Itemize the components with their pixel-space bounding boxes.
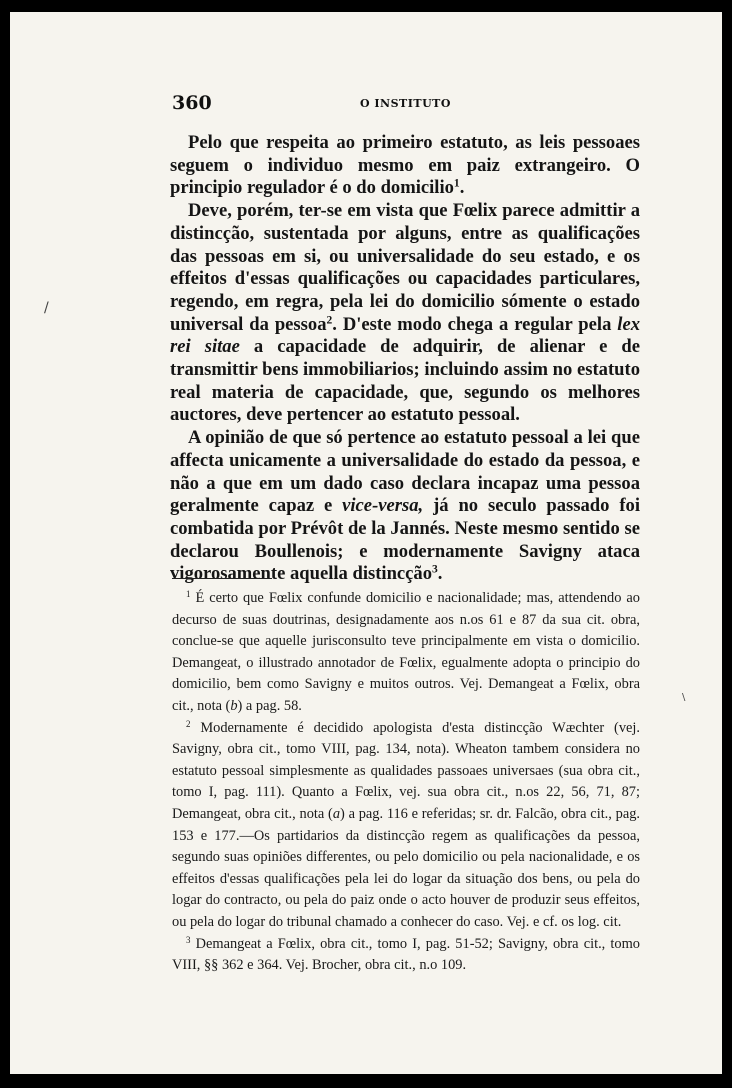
footnote-divider	[172, 578, 272, 579]
page-header	[172, 92, 652, 112]
book-page	[10, 12, 722, 1074]
margin-pencil-mark: \	[682, 692, 686, 703]
footnote-text: Demangeat a Fœlix, obra cit., tomo I, pag. 51-52; Savigny, obra cit., tomo VIII, §§ 362 e 364. Vej. Brocher, obra cit., n.o 109.	[172, 935, 640, 974]
footnote-number: 2	[186, 718, 191, 729]
paragraph-2	[170, 200, 640, 427]
footnote-text: É certo que Fœlix confunde domicilio e nacionalidade; mas, attendendo ao decurso de suas doutrinas, designadamente aos n.os 61 e 87 da sua cit. obra, conclue-se que aquelle jurisconsulto teve principalmente em vista o domicilio. Demangeat, o illustrado annotador de Fœlix, egualmente adopta o principio do domicilio, bem como Savigny e muitos outros. Vej. Demangeat a Fœlix, obra cit., nota (	[172, 590, 640, 714]
footnote-number: 3	[186, 934, 191, 945]
paragraph-text: a capacidade de adquirir, de alienar e de transmittir bens immobiliarios; incluindo assim no estatuto real materia de capacidade, que, segundo os melhores auctores, deve pertencer ao estatuto pessoal.	[170, 336, 641, 426]
paragraph-text: Deve, porém, ter-se em vista que Fœlix parece admittir a distincção, sustentada por alguns, entre as qualificações das pessoas em si, ou universalidade do seu estado, e os effeitos d'essas qualificações ou capacidades particulares, regendo, em regra, pela lei do domicilio sómente o estado universal da pessoa	[170, 200, 640, 335]
paragraph-text: Pelo que respeita ao primeiro estatuto, as leis pessoaes seguem o individuo mesmo em paiz extrangeiro. O principio regulador é o do domicilio	[170, 132, 640, 199]
page-number: 360	[172, 92, 212, 114]
footnote-1	[172, 588, 640, 718]
margin-pencil-mark: /	[44, 300, 49, 316]
paragraph-text: A opinião de que só pertence ao estatuto pessoal a lei que affecta unicamente a universalidade do estado da pessoa, e não a que em um dado caso declara incapaz uma pessoa geralmente capaz e	[170, 427, 640, 517]
paragraph-text: .	[437, 563, 443, 585]
footnote-3	[172, 934, 640, 977]
paragraph-1	[170, 132, 640, 200]
paragraph-text: . D'este modo chega a regular pela	[332, 313, 618, 335]
italic-phrase: vice-versa,	[342, 495, 424, 517]
footnote-reference: 3	[432, 564, 438, 577]
footnote-reference: 2	[326, 314, 333, 327]
paragraph-text: .	[459, 177, 465, 199]
footnote-reference: 1	[453, 178, 460, 191]
running-title: O INSTITUTO	[360, 97, 451, 110]
italic-phrase: b	[230, 697, 238, 714]
footnote-text: Modernamente é decidido apologista d'esta distincção Wæchter (vej. Savigny, obra cit., tomo VIII, pag. 134, nota). Wheaton tambem considera no estatuto pessoal simplesmente as qualidades passoaes universaes (sua obra cit., tomo I, pag. 111). Quanto a Fœlix, vej. sua obra cit., n.os 22, 56, 71, 87; Demangeat, obra cit., nota (	[172, 719, 640, 822]
paragraph-3	[170, 427, 640, 586]
footnotes	[172, 588, 640, 977]
paragraph-text: já no seculo passado foi combatida por Prévôt de la Jannés. Neste mesmo sentido se declarou Boullenois; e modernamente Savigny ataca vigorosamente aquella distincção	[170, 495, 640, 585]
body-text	[170, 132, 640, 586]
footnote-2	[172, 718, 640, 934]
footnote-text: ) a pag. 58.	[237, 697, 302, 714]
footnote-text: ) a pag. 116 e referidas; sr. dr. Falcão, obra cit., pag. 153 e 177.—Os partidarios da distincção regem as qualificações da pessoa, segundo suas opiniões differentes, ou pelo domicilio ou pela nacionalidade, e os effeitos d'essas qualificações pela lei do logar da situação dos bens, ou pela do logar do contracto, ou pela do paiz onde o acto houver de produzir seus effeitos, ou pela do logar do tribunal chamado a conhecer do caso. Vej. e cf. os log. cit.	[172, 805, 641, 930]
italic-phrase: a	[332, 805, 341, 822]
footnote-number: 1	[186, 589, 191, 600]
italic-phrase: lex rei sitae	[170, 313, 640, 358]
